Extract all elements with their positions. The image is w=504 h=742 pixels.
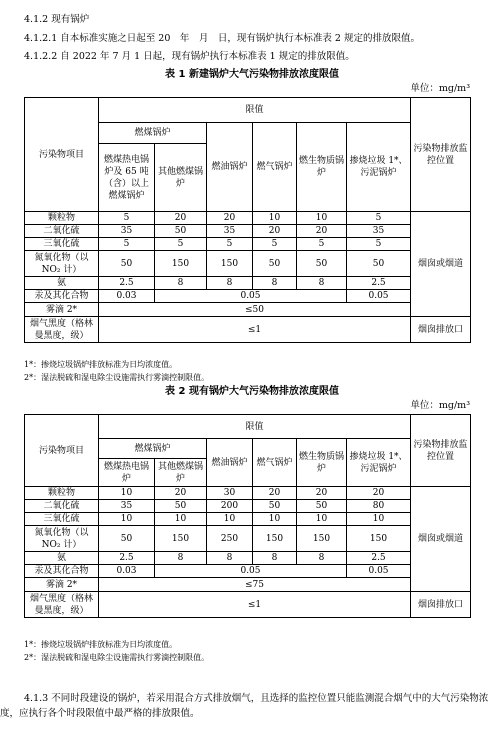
table2-header-coal: 燃煤锅炉 [99, 439, 207, 459]
table1-cell: 5 [155, 238, 207, 251]
table2-cell: 80 [347, 500, 411, 513]
table2-cell: 10 [347, 513, 411, 526]
table2-row-name: 颗粒物 [25, 487, 99, 500]
table2-cell: 20 [155, 487, 207, 500]
table1-cell: 8 [155, 277, 207, 290]
clause-4-1-3: 4.1.3 不同时段建设的锅炉，若采用混合方式排放烟气，且选择的监控位置只能监测混合烟气中的大气污染物浓度，应执行各个时段限值中最严格的排放限值。 [0, 693, 489, 719]
table2-header-limit: 限值 [99, 415, 411, 439]
table2-cell: 8 [207, 552, 253, 565]
table1-cell: 20 [253, 225, 297, 238]
table1-cell: 20 [297, 225, 347, 238]
table2-header-pollutant: 污染物项目 [25, 415, 99, 487]
table2-note-1: 1*：掺烧垃圾锅炉排放标准为日均浓度值。 [24, 640, 178, 649]
table1-header-biomass: 燃生物质锅炉 [297, 123, 347, 212]
table1-title: 表 1 新建锅炉大气污染物排放浓度限值 [165, 69, 339, 80]
table1-row-name: 二氧化硫 [25, 225, 99, 238]
table2-cell: ≤1 [99, 592, 411, 618]
table1-cell: 20 [207, 212, 253, 225]
table1-cell: 5 [99, 238, 155, 251]
table1-cell: 0.05 [347, 290, 411, 303]
table1-monitor-stack: 烟囱或烟道 [411, 212, 471, 317]
table1-cell: 5 [347, 212, 411, 225]
table1-cell: 35 [207, 225, 253, 238]
table2-header-waste: 掺烧垃圾 1*、污泥锅炉 [347, 439, 411, 487]
table1-header-coal-other: 其他燃煤锅炉 [155, 144, 207, 212]
table1-cell: 20 [155, 212, 207, 225]
table1-row-name: 三氧化硫 [25, 238, 99, 251]
table2-cell: 0.03 [99, 565, 155, 578]
table1-cell: 35 [347, 225, 411, 238]
table2 [24, 414, 471, 618]
table2-title: 表 2 现有锅炉大气污染物排放浓度限值 [165, 386, 339, 397]
table1-monitor-outlet: 烟囱排放口 [411, 317, 471, 343]
table1-cell: 50 [297, 251, 347, 277]
table1-cell: ≤50 [99, 303, 411, 317]
table2-cell: 200 [207, 500, 253, 513]
table2-cell: 2.5 [347, 552, 411, 565]
table1-cell: 0.05 [155, 290, 347, 303]
table2-cell: 8 [297, 552, 347, 565]
table1-note-1: 1*：掺烧垃圾锅炉排放标准为日均浓度值。 [24, 360, 178, 369]
table2-cell: 10 [297, 513, 347, 526]
table2-cell: 50 [155, 500, 207, 513]
table2-cell: 20 [253, 487, 297, 500]
clause-4-1-2-1: 4.1.2.1 自本标准实施之日起至 20 年 月 日，现有锅炉执行本标准表 2 规定的排放限值。 [24, 33, 420, 44]
table2-unit: 单位：mg/m³ [410, 400, 470, 411]
table2-cell: 50 [253, 500, 297, 513]
table2-cell: 35 [99, 500, 155, 513]
table1-row-name: 氨 [25, 277, 99, 290]
table1-cell: 50 [99, 251, 155, 277]
table2-cell: 10 [155, 513, 207, 526]
table1-cell: 150 [155, 251, 207, 277]
table1-cell: 10 [297, 212, 347, 225]
table2-cell: 150 [155, 526, 207, 552]
table1-cell: 5 [347, 238, 411, 251]
table1-cell: 8 [207, 277, 253, 290]
table2-cell: 10 [99, 487, 155, 500]
table2-monitor-stack: 烟囱或烟道 [411, 487, 471, 592]
table2-cell: 0.05 [347, 565, 411, 578]
table1-cell: 5 [297, 238, 347, 251]
table1-cell: 50 [347, 251, 411, 277]
table2-cell: 50 [99, 526, 155, 552]
table2-row-name: 烟气黑度（格林曼黑度，级） [25, 592, 99, 618]
table2-header-coal-other: 其他燃煤锅炉 [155, 459, 207, 487]
table2-row-name: 雾滴 2* [25, 578, 99, 592]
table1-cell: 2.5 [347, 277, 411, 290]
table1-cell: 5 [207, 238, 253, 251]
table2-cell: ≤75 [99, 578, 411, 592]
table2-header-gas: 燃气锅炉 [253, 439, 297, 487]
table2-row-name: 汞及其化合物 [25, 565, 99, 578]
table2-cell: 30 [207, 487, 253, 500]
table2-row-name: 三氧化硫 [25, 513, 99, 526]
table1-header-monitor: 污染物排放监控位置 [411, 98, 471, 212]
table2-cell: 150 [297, 526, 347, 552]
table2-header-coal-large: 燃煤热电锅炉 [99, 459, 155, 487]
table2-row-name: 氮氧化物（以 NO₂ 计） [25, 526, 99, 552]
table1-row-name: 氮氧化物（以 NO₂ 计） [25, 251, 99, 277]
table1-row-name: 雾滴 2* [25, 303, 99, 317]
table2-cell: 10 [99, 513, 155, 526]
table1-cell: 0.03 [99, 290, 155, 303]
table1-cell: 8 [253, 277, 297, 290]
table1-header-coal-large: 燃煤热电锅炉及 65 吨（含）以上燃煤锅炉 [99, 144, 155, 212]
table1-row-name: 汞及其化合物 [25, 290, 99, 303]
table1 [24, 97, 471, 343]
table2-header-monitor: 污染物排放监控位置 [411, 415, 471, 487]
table1-cell: 50 [253, 251, 297, 277]
table1-unit: 单位：mg/m³ [410, 83, 470, 94]
table1-header-pollutant: 污染物项目 [25, 98, 99, 212]
table2-cell: 150 [253, 526, 297, 552]
table1-header-waste: 掺烧垃圾 1*、污泥锅炉 [347, 123, 411, 212]
table1-cell: 8 [297, 277, 347, 290]
table2-cell: 20 [347, 487, 411, 500]
table1-header-limit: 限值 [99, 98, 411, 123]
table2-header-oil: 燃油锅炉 [207, 439, 253, 487]
table2-cell: 20 [297, 487, 347, 500]
table1-cell: 2.5 [99, 277, 155, 290]
table1-cell: 150 [207, 251, 253, 277]
table2-monitor-outlet: 烟囱排放口 [411, 592, 471, 618]
table2-header-biomass: 燃生物质锅炉 [297, 439, 347, 487]
table1-cell: 50 [155, 225, 207, 238]
table2-cell: 0.05 [155, 565, 347, 578]
table1-cell: 5 [253, 238, 297, 251]
table1-cell: ≤1 [99, 317, 411, 343]
table2-cell: 2.5 [99, 552, 155, 565]
table1-cell: 35 [99, 225, 155, 238]
table2-cell: 10 [207, 513, 253, 526]
table1-cell: 5 [99, 212, 155, 225]
table2-cell: 8 [253, 552, 297, 565]
table1-header-coal: 燃煤锅炉 [99, 123, 207, 144]
table1-row-name: 颗粒物 [25, 212, 99, 225]
table1-row-name: 烟气黑度（格林曼黑度，级） [25, 317, 99, 343]
table1-note-2: 2*：湿法脱硫和湿电除尘设施需执行雾滴控制限值。 [24, 373, 210, 382]
table1-cell: 10 [253, 212, 297, 225]
table2-row-name: 氨 [25, 552, 99, 565]
table1-header-oil: 燃油锅炉 [207, 123, 253, 212]
table2-cell: 50 [297, 500, 347, 513]
table1-header-gas: 燃气锅炉 [253, 123, 297, 212]
table2-cell: 8 [155, 552, 207, 565]
table2-cell: 250 [207, 526, 253, 552]
table2-cell: 10 [253, 513, 297, 526]
section-heading: 4.1.2 现有锅炉 [24, 14, 90, 25]
table2-row-name: 二氧化硫 [25, 500, 99, 513]
table2-cell: 150 [347, 526, 411, 552]
clause-4-1-2-2: 4.1.2.2 自 2022 年 7 月 1 日起，现有锅炉执行本标准表 1 规定的排放限值。 [24, 51, 355, 62]
table2-note-2: 2*：湿法脱硫和湿电除尘设施需执行雾滴控制限值。 [24, 653, 210, 662]
